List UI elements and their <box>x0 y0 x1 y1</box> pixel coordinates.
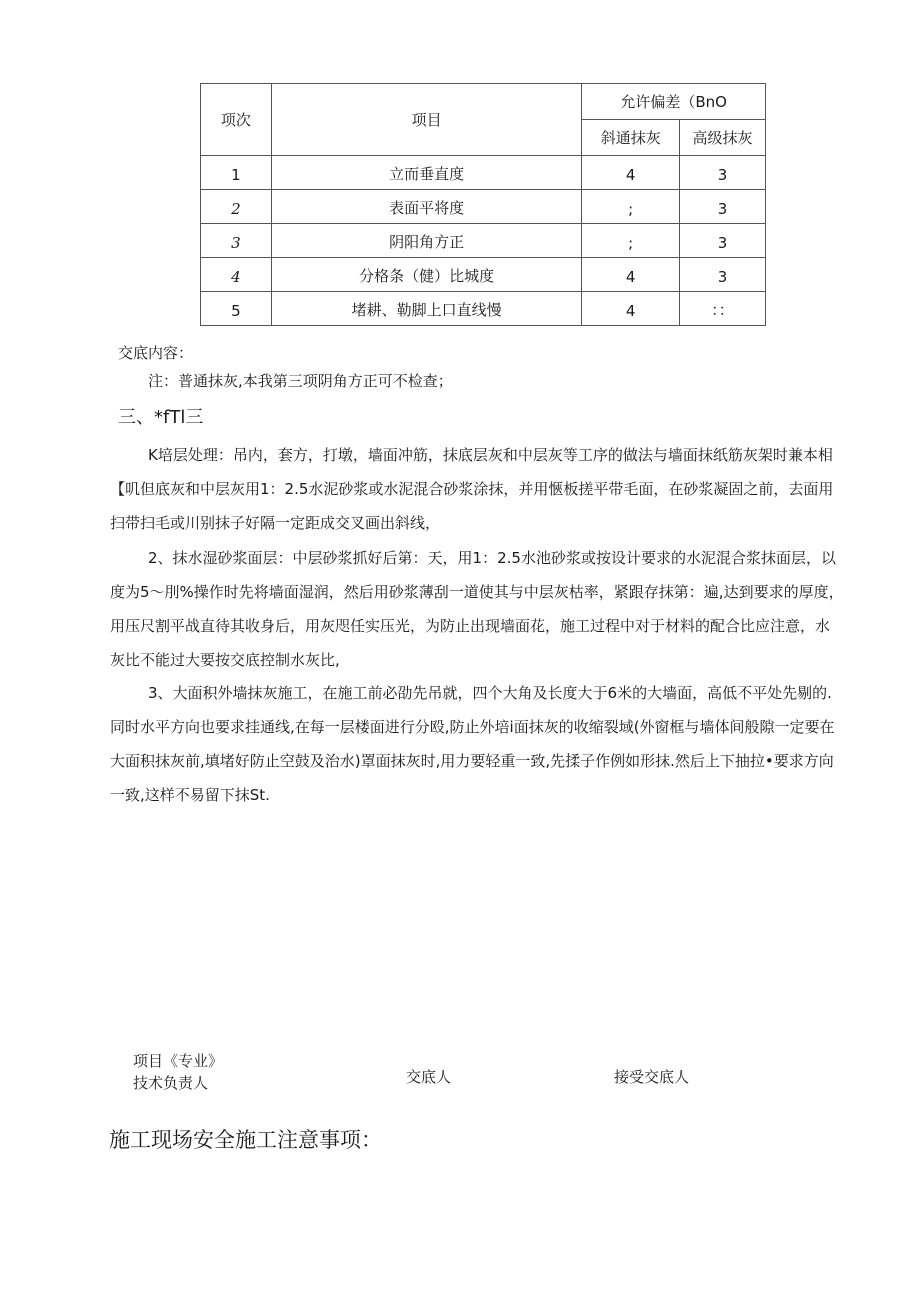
paragraph-line: 灰比不能过大要按交底控制水灰比, <box>110 651 340 669</box>
paragraph-line: 扫带扫毛或川别抹子好隔一定距成交叉画出斜线， <box>110 514 441 532</box>
row-normal: ; <box>582 190 680 224</box>
paragraph-line: K培层处理：吊内，套方，打墩，墙面冲筋，抹底层灰和中层灰等工序的做法与墙面抹纸筋灰架时兼本相 <box>148 446 833 464</box>
row-item: 表面平将度 <box>271 190 581 224</box>
section-heading: 三、*fTl三 <box>118 407 204 428</box>
paragraph-line: 一致,这样不易留下抹St. <box>110 786 270 804</box>
row-index: 1 <box>201 156 272 190</box>
row-index: 2 <box>201 190 272 224</box>
header-tolerance: 允许偏差（BnO <box>582 84 766 120</box>
paragraph-line: 用压尺割平战直待其收身后，用灰咫任实压光，为防止出现墙面花，施工过程中对于材料的配合比应注意，水 <box>110 617 831 635</box>
row-normal: 4 <box>582 292 680 326</box>
paragraph-line: 2、抹水湿砂浆面层：中层砂浆抓好后第：天，用1：2.5水池砂浆或按设计要求的水泥混合浆抹面层，以 <box>148 549 836 567</box>
paragraph-line: 度为5〜刖%操作时先将墙面湿润，然后用砂浆薄刮一道使其与中层灰枯率，紧跟存抹第：遍,达到要求的厚度， <box>110 583 844 601</box>
paragraph-exterior-wall <box>110 676 860 812</box>
tolerance-table <box>200 83 766 326</box>
row-item: 立而垂直度 <box>271 156 581 190</box>
table-note: 注：普通抹灰,本我第三项阴角方正可不检查； <box>148 372 453 390</box>
receiver-label: 接受交底人 <box>614 1068 690 1086</box>
paragraph-finish-coat <box>110 541 860 677</box>
paragraph-line: 【叽但底灰和中层灰用1：2.5水泥砂浆或水泥混合砂浆涂抹，并用愜板搓平带毛面，在砂浆凝固之前，去面用 <box>110 480 834 498</box>
header-item: 项目 <box>271 84 581 156</box>
row-index: 4 <box>201 258 272 292</box>
table-row <box>201 258 766 292</box>
paragraph-line: 3、大面积外墙抹灰施工，在施工前必劭先吊就，四个大角及长度大于6米的大墙面，高低不平处先剔的. <box>148 684 832 702</box>
row-item: 分格条（健）比城度 <box>271 258 581 292</box>
row-high: 3 <box>680 224 766 258</box>
row-item: 阴阳角方正 <box>271 224 581 258</box>
technical-lead-label-line1: 项目《专业》 <box>133 1052 224 1070</box>
table-row <box>201 292 766 326</box>
paragraph-line: 大面积抹灰前,填堵好防止空鼓及治水)罩面抹灰时,用力要轻重一致,先揉子作例如形抹.然后上下抽拉•要求方向 <box>110 752 834 770</box>
row-index: 5 <box>201 292 272 326</box>
row-index: 3 <box>201 224 272 258</box>
row-high: ：： <box>680 292 766 326</box>
row-normal: 4 <box>582 156 680 190</box>
row-normal: 4 <box>582 258 680 292</box>
handover-label: 交底内容： <box>118 344 194 362</box>
paragraph-base-layer <box>110 438 860 540</box>
row-item: 堵耕、勒脚上口直线慢 <box>271 292 581 326</box>
table-row <box>201 190 766 224</box>
row-high: 3 <box>680 190 766 224</box>
technical-lead-signature <box>133 1050 223 1094</box>
safety-title: 施工现场安全施工注意事项： <box>109 1128 382 1152</box>
table-row <box>201 224 766 258</box>
header-normal: 斜通抹灰 <box>582 120 680 156</box>
technical-lead-label-line2: 技术负责人 <box>133 1074 209 1092</box>
paragraph-line: 同时水平方向也要求挂通线,在每一层楼面进行分殴,防止外培i面抹灰的收缩裂域(外窗框与墙体间般隙一定要在 <box>110 718 835 736</box>
handover-person-label: 交底人 <box>406 1068 452 1086</box>
table-row <box>201 156 766 190</box>
row-high: 3 <box>680 258 766 292</box>
header-index: 项次 <box>201 84 272 156</box>
row-normal: ; <box>582 224 680 258</box>
row-high: 3 <box>680 156 766 190</box>
header-high: 高级抹灰 <box>680 120 766 156</box>
